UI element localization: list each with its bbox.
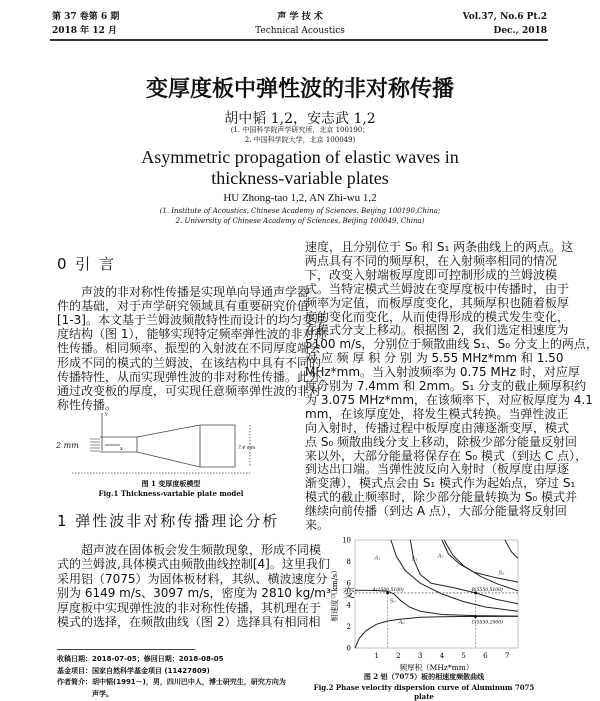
affiliation-en-1: (1. Institute of Acoustics, Chinese Academy of Sciences, Beijing 100190,China; [159,207,441,215]
x-tick-label: 5 [461,652,466,660]
y-tick-label: 0 [346,644,351,653]
mode-label: S₀ [389,598,396,605]
point-label: C(5550,2900) [471,620,503,626]
point-label: A(1500,5100) [372,587,404,593]
footnote-rule [57,649,195,650]
section-heading-theory: 1 弹性波非对称传播理论分析 [57,512,280,530]
text-line: 通过改变板的厚度，可实现任意频率弹性波的非对 [57,383,322,398]
footnote-line: 基金项目：国家自然科学基金项目 (11427809) [57,666,210,675]
header-rule [50,39,548,41]
y-tick-label: 4 [346,601,351,610]
footnote-line: 收稿日期：2018-07-05；修回日期：2018-08-05 [57,655,224,663]
x-tick-label: 6 [483,652,488,660]
text-line: mm，在该厚度处，将发生模式转换。当弹性波正 [305,406,569,421]
footnote-line: 作者简介：胡中韬(1991－)，男，四川巴中人，博士研究生，研究方向为 [57,678,286,686]
authors-en: HU Zhong-tao 1,2, AN Zhi-wu 1,2 [223,192,377,204]
journal-name-cn: 声 学 技 术 [277,12,323,22]
text-line: 声波的非对称性传播是实现单向导通声学器 [81,285,310,299]
title-en-1: Asymmetric propagation of elastic waves in [141,147,459,167]
point-label: B(5550,5100) [471,587,503,593]
text-line: 来。 [305,518,330,532]
figure-1-caption-en: Fig.1 Thickness-variable plate model [98,489,244,498]
figure-1-diagram [56,405,260,480]
issue-info: 第 37 卷第 6 期 [52,12,120,22]
text-line: 度的变化而变化，从而使得形成的模式发生变化， [305,309,570,324]
text-line: 点 S₀ 频散曲线分支上移动，除极少部分能量反射回 [305,434,578,449]
affiliation-cn-1: (1. 中国科学院声学研究所，北京 100190； [230,126,370,134]
text-line: 模式的选择，在频散曲线（图 2）选择具有相同相 [57,615,321,629]
text-line: 别为 6149 m/s、3097 m/s，密度为 2810 kg/m³。变 [57,586,355,601]
text-line: 对 应 频 厚 积 分 别 为 5.55 MHz*mm 和 1.50 [305,351,564,366]
x-axis-label: 频厚积（MHz*mm） [399,663,474,672]
text-line: 式的兰姆波,具体模式由频散曲线控制[4]。这里我们 [57,557,330,572]
text-line: 厚度板中实现弹性波的非对称性传播，其机理在于 [57,600,322,615]
title-cn: 变厚度板中弹性波的非对称传播 [145,77,454,102]
mode-label: S₂ [498,570,505,577]
y-axis-label: 相速度（km/s） [330,566,339,622]
curve-A3 [505,540,518,558]
mode-label: S₁ [411,556,418,563]
volume-info: Vol.37, No.6 Pt.2 [462,12,547,22]
text-line: 渐变薄），模式点会由 S₁ 模式作为起始点，穿过 S₁ [305,476,576,491]
x-tick-label: 7 [504,652,510,660]
fig1-x-label: x [120,446,123,452]
affiliation-en-2: 2. University of Chinese Academy of Sciences, Beijing 100049, China) [175,217,425,225]
text-line: 为 3.075 MHz*mm，在该频率下，对应板厚度为 4.1 [305,392,593,407]
text-line: 继续向前传播（到达 A 点），大部分能量将反射回 [305,504,567,519]
mode-label: A₀ [398,620,405,627]
authors-cn: 胡中韬 1,2，安志武 1,2 [224,111,376,127]
figure-1-caption-cn: 图 1 变厚度板模型 [141,479,201,488]
text-line: 在模式分支上移动。根据图 2，我们选定相速度为 [305,323,569,338]
text-line: MHz*mm。当入射波频率为 0.75 MHz 时，对应厚 [305,365,580,380]
figure-2-chart [320,532,550,672]
volume-date: Dec., 2018 [493,26,547,36]
journal-name-en: Technical Acoustics [255,26,345,36]
text-line: 频率为定值，而板厚度变化，其频厚积也随着板厚 [305,295,570,310]
text-line: [1-3]。本文基于兰姆波频散特性而设计的均匀变厚 [57,313,326,328]
text-line: 度分别为 7.4mm 和 2mm。S₁ 分支的截止频厚积约 [305,379,587,393]
text-line: 称性传播。 [57,397,118,412]
text-line: 模式的截止频率时，除少部分能量转换为 S₀ 模式并 [305,490,578,505]
x-tick-label: 2 [396,652,401,660]
data-point [474,615,477,618]
text-line: 下，改变入射端板厚度即可控制形成的兰姆波模 [305,267,558,282]
text-line: 采用铝（7075）为固体板材料，其纵、横波速度分 [57,571,328,586]
text-line: 性传播。相同频率、振型的入射波在不同厚度端会 [57,341,322,356]
y-tick-label: 6 [346,579,351,588]
text-line: 形成不同的模式的兰姆波，在该结构中具有不同的 [57,355,322,370]
fig1-thin-label: 2 mm [56,441,79,450]
text-line: 超声波在固体板会发生频散现象，形成不同模 [81,543,322,557]
text-line: 两点具有不同的频厚积，在入射频率相同的情况 [305,253,558,268]
x-tick-label: 3 [417,652,423,660]
text-line: 到达出口端。当弹性波反向入射时（板厚度由厚逐 [305,462,570,477]
text-line: 传播特性，从而实现弹性波的非对称性传播。此外， [57,369,334,384]
fig1-y-label: y [105,411,108,417]
text-line: 来以外，大部分能量将保存在 S₀ 模式（到达 C 点）， [305,448,588,463]
footnote-line: 声学。 [92,689,113,698]
issue-date: 2018 年 12 月 [52,26,117,36]
affiliation-cn-2: 2. 中国科学院大学，北京 100049) [244,136,356,144]
section-heading-introduction: 0 引 言 [57,255,117,273]
text-line: 向入射时，传播过程中板厚度由薄逐渐变厚，模式 [305,420,570,435]
mode-label: A₁ [374,555,381,562]
text-line: 件的基础，对于声学研究领域具有重要研究价值 [57,299,310,314]
x-tick-label: 4 [439,652,445,660]
curve-S0 [355,590,518,616]
text-line: 度结构（图 1），能够实现特定频率弹性波的非对称 [57,327,327,342]
x-tick-label: 1 [374,652,379,660]
curve-S2 [444,540,518,591]
figure-2-caption-en: Fig.2 Phase velocity dispersion curve of Aluminum 7075 plate [313,683,535,701]
mode-label: A₂ [437,553,444,560]
y-tick-label: 2 [346,622,351,631]
figure-2-caption-cn: 图 2 铝（7075）板的相速度频散曲线 [363,672,485,681]
title-en-2: thickness-variable plates [211,168,389,188]
y-tick-label: 8 [346,558,351,567]
fig1-thick-label: 7.4 mm [238,446,256,451]
text-line: 速度，且分别位于 S₀ 和 S₁ 两条曲线上的两点。这 [305,240,574,254]
y-tick-label: 10 [342,536,351,545]
text-line: 式。当特定模式兰姆波在变厚度板中传播时，由于 [305,281,570,296]
text-line: 5100 m/s，分别位于频散曲线 S₁、S₀ 分支上的两点， [305,337,598,352]
